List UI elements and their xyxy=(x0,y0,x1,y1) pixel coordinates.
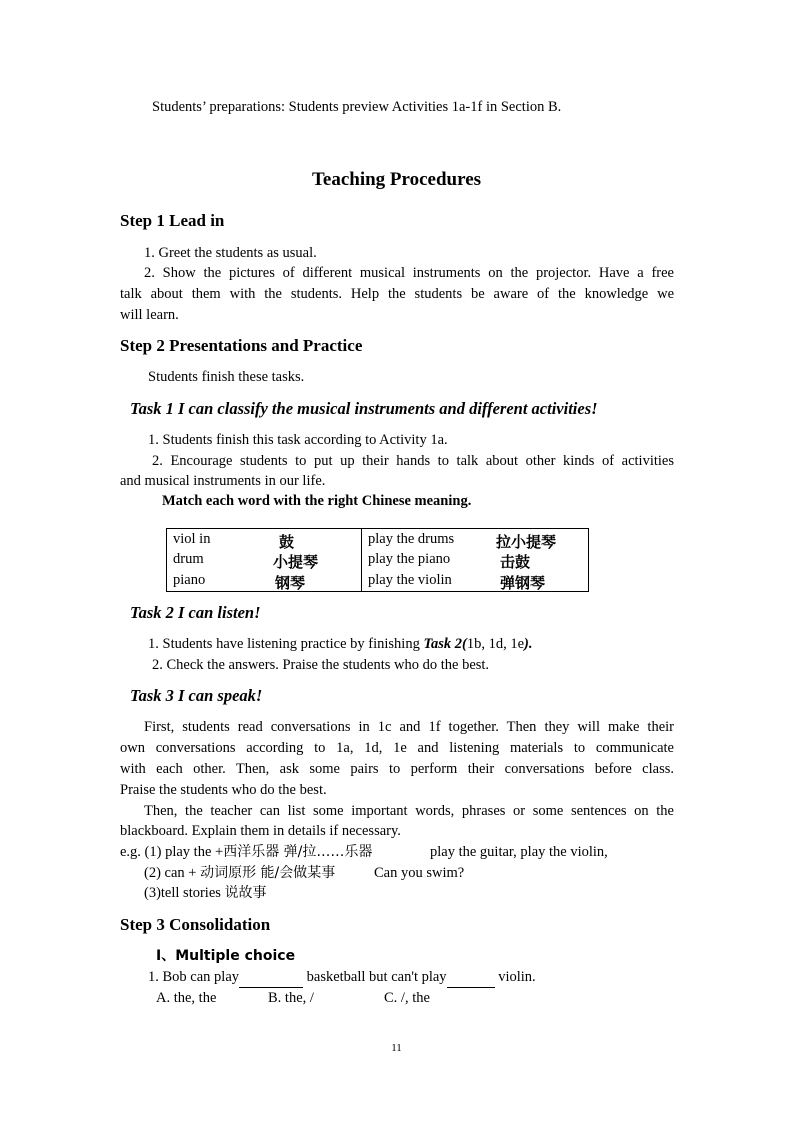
answer-blank-2 xyxy=(447,967,495,988)
step1-item2-line2: talk about them with the students. Help the students be aware of the knowledge we xyxy=(120,286,674,302)
task2-item1: 1. Students have listening practice by finishing Task 2(1b, 1d, 1e). xyxy=(148,636,533,652)
table-row xyxy=(167,570,589,591)
word-cell: play the piano xyxy=(368,551,451,568)
word-cell: drum xyxy=(173,551,204,568)
word-cell: play the drums xyxy=(368,530,455,547)
task2-heading: Task 2 I can listen! xyxy=(130,603,261,622)
step1-heading: Step 1 Lead in xyxy=(120,211,225,230)
match-table xyxy=(166,528,589,592)
example-2: (2) can + 动词原形 能/会做某事 xyxy=(144,865,336,881)
task3-p1-line3: with each other. Then, ask some pairs to perform their conversations before class. xyxy=(120,761,674,777)
multiple-choice-heading: I、Multiple choice xyxy=(156,948,296,964)
task3-heading: Task 3 I can speak! xyxy=(130,686,263,705)
page-title: Teaching Procedures xyxy=(311,169,482,190)
task1-item1: 1. Students finish this task according to Activity 1a. xyxy=(148,432,448,448)
task3-p1-line2: own conversations according to 1a, 1d, 1e and listening materials to communicate xyxy=(120,740,674,756)
task2-item2: 2. Check the answers. Praise the students who do the best. xyxy=(152,657,490,673)
task1-heading: Task 1 I can classify the musical instruments and different activities! xyxy=(130,399,598,418)
step2-heading: Step 2 Presentations and Practice xyxy=(120,336,363,355)
chinese-cell: 鼓 xyxy=(279,532,295,551)
task1-item2-line2: and musical instruments in our life. xyxy=(120,473,326,489)
example-1-english: play the guitar, play the violin, xyxy=(430,844,608,860)
step1-item2-line1: 2. Show the pictures of different musical instruments on the projector. Have a free xyxy=(144,265,674,281)
example-3: (3)tell stories 说故事 xyxy=(144,885,267,901)
example-2-english: Can you swim? xyxy=(374,865,465,881)
task3-p1-line4: Praise the students who do the best. xyxy=(120,782,327,798)
table-row xyxy=(167,550,589,571)
task1-item2-line1: 2. Encourage students to put up their hands to talk about other kinds of activities xyxy=(152,453,674,469)
option-c: C. /, the xyxy=(384,990,430,1006)
example-1: e.g. (1) play the +西洋乐器 弹/拉……乐器 xyxy=(120,844,373,860)
step2-intro: Students finish these tasks. xyxy=(148,369,305,385)
word-cell: viol in xyxy=(173,530,211,547)
step3-heading: Step 3 Consolidation xyxy=(120,915,271,934)
answer-blank-1 xyxy=(239,967,303,988)
chinese-cell: 钢琴 xyxy=(275,573,306,592)
word-cell: play the violin xyxy=(368,571,452,588)
match-instruction: Match each word with the right Chinese meaning. xyxy=(162,493,472,509)
chinese-cell: 击鼓 xyxy=(500,553,531,572)
option-b: B. the, / xyxy=(268,990,314,1006)
question-1: 1. Bob can play basketball but can't play violin. xyxy=(148,967,536,988)
step1-item1: 1. Greet the students as usual. xyxy=(144,245,317,261)
page-number: 11 xyxy=(391,1042,402,1054)
word-cell: piano xyxy=(173,571,206,588)
table-row xyxy=(167,529,589,550)
chinese-cell: 小提琴 xyxy=(273,553,319,572)
task3-p2-line2: blackboard. Explain them in details if necessary. xyxy=(120,823,401,839)
chinese-cell: 弹钢琴 xyxy=(500,573,546,592)
chinese-cell: 拉小提琴 xyxy=(496,532,557,551)
task3-p1-line1: First, students read conversations in 1c and 1f together. Then they will make their xyxy=(144,719,674,735)
option-a: A. the, the xyxy=(156,990,217,1006)
task3-p2-line1: Then, the teacher can list some important words, phrases or some sentences on the xyxy=(144,803,674,819)
preparations-text: Students’ preparations: Students preview Activities 1a-1f in Section B. xyxy=(152,99,562,115)
step1-item2-line3: will learn. xyxy=(120,307,179,323)
